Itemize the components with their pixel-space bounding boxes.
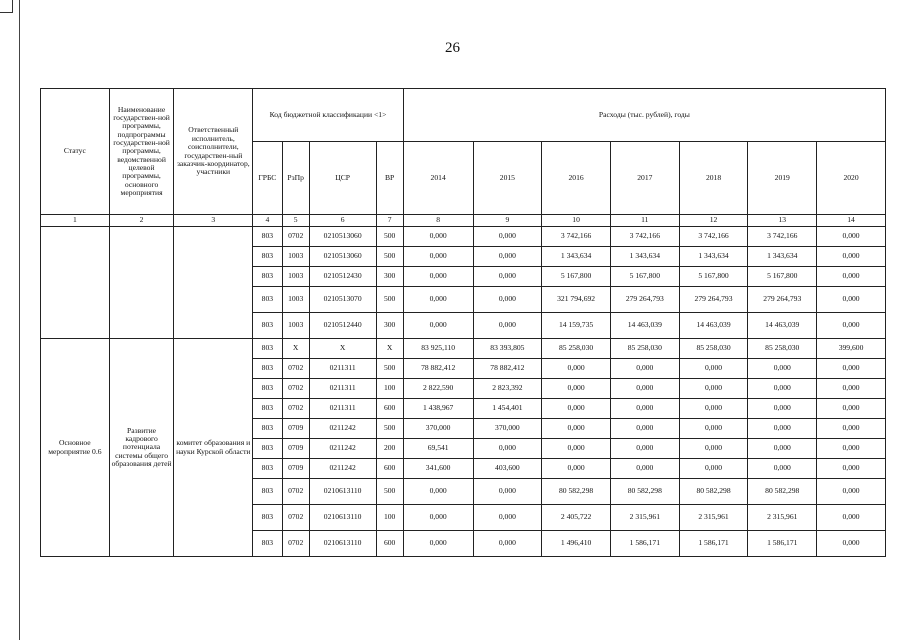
rzpr-cell: 0702	[282, 359, 309, 379]
csr-cell: 0210613110	[309, 531, 376, 557]
vr-cell: 500	[376, 227, 403, 247]
header-year-2017: 2017	[610, 142, 679, 215]
amount-2019-cell: 1 343,634	[748, 247, 817, 267]
amount-2020-cell: 0,000	[817, 419, 886, 439]
amount-2017-cell: 85 258,030	[610, 339, 679, 359]
amount-2017-cell: 80 582,298	[610, 479, 679, 505]
amount-2019-cell: 279 264,793	[748, 287, 817, 313]
amount-2015-cell: 83 393,805	[473, 339, 542, 359]
amount-2017-cell: 2 315,961	[610, 505, 679, 531]
amount-2019-cell: 1 586,171	[748, 531, 817, 557]
amount-2019-cell: 80 582,298	[748, 479, 817, 505]
status-cell-empty	[41, 227, 110, 339]
grbs-cell: 803	[253, 531, 282, 557]
rzpr-cell: 1003	[282, 287, 309, 313]
csr-cell: 0211242	[309, 439, 376, 459]
amount-2015-cell: 0,000	[473, 247, 542, 267]
rzpr-cell: 1003	[282, 247, 309, 267]
amount-2019-cell: 0,000	[748, 439, 817, 459]
amount-2016-cell: 5 167,800	[542, 267, 611, 287]
column-number: 14	[817, 215, 886, 227]
grbs-cell: 803	[253, 379, 282, 399]
amount-2014-cell: 0,000	[403, 247, 473, 267]
vr-cell: 200	[376, 439, 403, 459]
executor-cell: комитет образования и науки Курской области	[174, 339, 253, 557]
amount-2018-cell: 3 742,166	[679, 227, 748, 247]
vr-cell: 300	[376, 267, 403, 287]
amount-2015-cell: 0,000	[473, 267, 542, 287]
amount-2016-cell: 0,000	[542, 359, 611, 379]
column-number: 12	[679, 215, 748, 227]
amount-2020-cell: 0,000	[817, 227, 886, 247]
csr-cell: 0210613110	[309, 505, 376, 531]
vr-cell: 100	[376, 505, 403, 531]
amount-2016-cell: 0,000	[542, 419, 611, 439]
header-program-name: Наименование государствен-ной программы, подпрограммы государствен-ной программы, ведомственной целевой программы, основного мероприятия	[109, 89, 174, 215]
amount-2018-cell: 1 343,634	[679, 247, 748, 267]
amount-2016-cell: 0,000	[542, 399, 611, 419]
amount-2020-cell: 0,000	[817, 531, 886, 557]
column-number: 6	[309, 215, 376, 227]
amount-2015-cell: 0,000	[473, 227, 542, 247]
header-year-2015: 2015	[473, 142, 542, 215]
vr-cell: 500	[376, 287, 403, 313]
amount-2019-cell: 0,000	[748, 459, 817, 479]
column-number: 13	[748, 215, 817, 227]
amount-2018-cell: 0,000	[679, 399, 748, 419]
amount-2018-cell: 80 582,298	[679, 479, 748, 505]
name-cell-empty	[109, 227, 174, 339]
grbs-cell: 803	[253, 287, 282, 313]
vr-cell: 500	[376, 247, 403, 267]
csr-cell: 0211311	[309, 359, 376, 379]
header-year-2014: 2014	[403, 142, 473, 215]
rzpr-cell: 0702	[282, 531, 309, 557]
column-number-row	[41, 215, 886, 227]
header-year-2018: 2018	[679, 142, 748, 215]
amount-2020-cell: 0,000	[817, 379, 886, 399]
amount-2020-cell: 0,000	[817, 399, 886, 419]
grbs-cell: 803	[253, 439, 282, 459]
vr-cell: 500	[376, 359, 403, 379]
grbs-cell: 803	[253, 247, 282, 267]
csr-cell: 0211242	[309, 419, 376, 439]
amount-2019-cell: 5 167,800	[748, 267, 817, 287]
amount-2015-cell: 0,000	[473, 287, 542, 313]
amount-2017-cell: 0,000	[610, 419, 679, 439]
amount-2016-cell: 85 258,030	[542, 339, 611, 359]
header-grbs: ГРБС	[253, 142, 282, 215]
amount-2017-cell: 1 586,171	[610, 531, 679, 557]
amount-2017-cell: 3 742,166	[610, 227, 679, 247]
amount-2014-cell: 69,541	[403, 439, 473, 459]
rzpr-cell: 1003	[282, 313, 309, 339]
amount-2015-cell: 0,000	[473, 479, 542, 505]
header-csr: ЦСР	[309, 142, 376, 215]
amount-2020-cell: 0,000	[817, 267, 886, 287]
csr-cell: 0211242	[309, 459, 376, 479]
column-number: 1	[41, 215, 110, 227]
amount-2016-cell: 2 405,722	[542, 505, 611, 531]
program-name-cell: Развитие кадрового потенциала системы общего образования детей	[109, 339, 174, 557]
amount-2020-cell: 0,000	[817, 439, 886, 459]
amount-2016-cell: 80 582,298	[542, 479, 611, 505]
amount-2016-cell: 0,000	[542, 459, 611, 479]
column-number: 2	[109, 215, 174, 227]
csr-cell: 0210613110	[309, 479, 376, 505]
amount-2018-cell: 14 463,039	[679, 313, 748, 339]
grbs-cell: 803	[253, 419, 282, 439]
csr-cell: 0210512430	[309, 267, 376, 287]
header-budget-code: Код бюджетной классификации <1>	[253, 89, 404, 142]
amount-2017-cell: 0,000	[610, 359, 679, 379]
table-row	[41, 227, 886, 247]
rzpr-cell: 0702	[282, 227, 309, 247]
amount-2020-cell: 0,000	[817, 313, 886, 339]
header-executor: Ответственный исполнитель, соисполнители, государствен-ный заказчик-координатор, участники	[174, 89, 253, 215]
vr-cell: 600	[376, 459, 403, 479]
amount-2018-cell: 1 586,171	[679, 531, 748, 557]
amount-2016-cell: 0,000	[542, 379, 611, 399]
amount-2017-cell: 5 167,800	[610, 267, 679, 287]
amount-2014-cell: 0,000	[403, 313, 473, 339]
amount-2015-cell: 0,000	[473, 531, 542, 557]
amount-2019-cell: 0,000	[748, 359, 817, 379]
csr-cell: 0210513060	[309, 227, 376, 247]
column-number: 9	[473, 215, 542, 227]
amount-2017-cell: 14 463,039	[610, 313, 679, 339]
amount-2018-cell: 0,000	[679, 459, 748, 479]
amount-2016-cell: 321 794,692	[542, 287, 611, 313]
amount-2020-cell: 0,000	[817, 359, 886, 379]
header-year-2020: 2020	[817, 142, 886, 215]
amount-2015-cell: 403,600	[473, 459, 542, 479]
amount-2019-cell: 3 742,166	[748, 227, 817, 247]
amount-2018-cell: 0,000	[679, 379, 748, 399]
grbs-cell: 803	[253, 359, 282, 379]
vr-cell: 100	[376, 379, 403, 399]
column-number: 4	[253, 215, 282, 227]
amount-2014-cell: 2 822,590	[403, 379, 473, 399]
amount-2017-cell: 0,000	[610, 399, 679, 419]
amount-2019-cell: 0,000	[748, 379, 817, 399]
amount-2018-cell: 85 258,030	[679, 339, 748, 359]
amount-2014-cell: 341,600	[403, 459, 473, 479]
status-cell: Основное мероприятие 0.6	[41, 339, 110, 557]
vr-cell: 300	[376, 313, 403, 339]
amount-2016-cell: 14 159,735	[542, 313, 611, 339]
rzpr-cell: 0702	[282, 399, 309, 419]
amount-2020-cell: 0,000	[817, 505, 886, 531]
amount-2020-cell: 399,600	[817, 339, 886, 359]
amount-2014-cell: 1 438,967	[403, 399, 473, 419]
csr-cell: 0210513070	[309, 287, 376, 313]
amount-2014-cell: 0,000	[403, 227, 473, 247]
amount-2015-cell: 2 823,392	[473, 379, 542, 399]
csr-cell: X	[309, 339, 376, 359]
column-number: 7	[376, 215, 403, 227]
amount-2020-cell: 0,000	[817, 247, 886, 267]
column-number: 5	[282, 215, 309, 227]
amount-2019-cell: 0,000	[748, 399, 817, 419]
amount-2018-cell: 2 315,961	[679, 505, 748, 531]
amount-2016-cell: 1 496,410	[542, 531, 611, 557]
rzpr-cell: X	[282, 339, 309, 359]
amount-2020-cell: 0,000	[817, 459, 886, 479]
column-number: 10	[542, 215, 611, 227]
table-row	[41, 339, 886, 359]
amount-2017-cell: 0,000	[610, 379, 679, 399]
csr-cell: 0211311	[309, 399, 376, 419]
rzpr-cell: 1003	[282, 267, 309, 287]
csr-cell: 0210513060	[309, 247, 376, 267]
amount-2015-cell: 78 882,412	[473, 359, 542, 379]
amount-2014-cell: 0,000	[403, 505, 473, 531]
scan-edge-line	[19, 0, 20, 640]
vr-cell: 500	[376, 479, 403, 505]
amount-2020-cell: 0,000	[817, 479, 886, 505]
amount-2015-cell: 1 454,401	[473, 399, 542, 419]
vr-cell: 500	[376, 419, 403, 439]
header-vr: ВР	[376, 142, 403, 215]
header-year-2016: 2016	[542, 142, 611, 215]
amount-2014-cell: 0,000	[403, 267, 473, 287]
amount-2014-cell: 78 882,412	[403, 359, 473, 379]
budget-table	[40, 88, 886, 557]
column-number: 3	[174, 215, 253, 227]
amount-2018-cell: 0,000	[679, 439, 748, 459]
amount-2015-cell: 0,000	[473, 505, 542, 531]
amount-2018-cell: 5 167,800	[679, 267, 748, 287]
rzpr-cell: 0709	[282, 459, 309, 479]
amount-2017-cell: 0,000	[610, 439, 679, 459]
amount-2014-cell: 0,000	[403, 531, 473, 557]
amount-2014-cell: 370,000	[403, 419, 473, 439]
vr-cell: 600	[376, 399, 403, 419]
amount-2015-cell: 370,000	[473, 419, 542, 439]
grbs-cell: 803	[253, 399, 282, 419]
amount-2017-cell: 1 343,634	[610, 247, 679, 267]
grbs-cell: 803	[253, 227, 282, 247]
rzpr-cell: 0709	[282, 419, 309, 439]
vr-cell: X	[376, 339, 403, 359]
csr-cell: 0210512440	[309, 313, 376, 339]
vr-cell: 600	[376, 531, 403, 557]
amount-2019-cell: 85 258,030	[748, 339, 817, 359]
grbs-cell: 803	[253, 339, 282, 359]
rzpr-cell: 0702	[282, 379, 309, 399]
rzpr-cell: 0702	[282, 505, 309, 531]
csr-cell: 0211311	[309, 379, 376, 399]
amount-2019-cell: 14 463,039	[748, 313, 817, 339]
executor-cell-empty	[174, 227, 253, 339]
amount-2018-cell: 0,000	[679, 419, 748, 439]
rzpr-cell: 0702	[282, 479, 309, 505]
column-number: 11	[610, 215, 679, 227]
amount-2016-cell: 1 343,634	[542, 247, 611, 267]
amount-2014-cell: 0,000	[403, 287, 473, 313]
header-rzpr: РзПр	[282, 142, 309, 215]
amount-2015-cell: 0,000	[473, 439, 542, 459]
grbs-cell: 803	[253, 505, 282, 531]
amount-2018-cell: 0,000	[679, 359, 748, 379]
amount-2015-cell: 0,000	[473, 313, 542, 339]
header-status: Статус	[41, 89, 110, 215]
amount-2014-cell: 83 925,110	[403, 339, 473, 359]
header-year-2019: 2019	[748, 142, 817, 215]
amount-2014-cell: 0,000	[403, 479, 473, 505]
grbs-cell: 803	[253, 479, 282, 505]
amount-2017-cell: 0,000	[610, 459, 679, 479]
scan-corner-mark	[0, 0, 13, 13]
column-number: 8	[403, 215, 473, 227]
amount-2019-cell: 0,000	[748, 419, 817, 439]
amount-2018-cell: 279 264,793	[679, 287, 748, 313]
amount-2017-cell: 279 264,793	[610, 287, 679, 313]
page-number: 26	[445, 40, 460, 56]
rzpr-cell: 0709	[282, 439, 309, 459]
amount-2020-cell: 0,000	[817, 287, 886, 313]
amount-2016-cell: 3 742,166	[542, 227, 611, 247]
grbs-cell: 803	[253, 313, 282, 339]
amount-2016-cell: 0,000	[542, 439, 611, 459]
grbs-cell: 803	[253, 267, 282, 287]
grbs-cell: 803	[253, 459, 282, 479]
amount-2019-cell: 2 315,961	[748, 505, 817, 531]
header-expenses: Расходы (тыс. рублей), годы	[403, 89, 885, 142]
